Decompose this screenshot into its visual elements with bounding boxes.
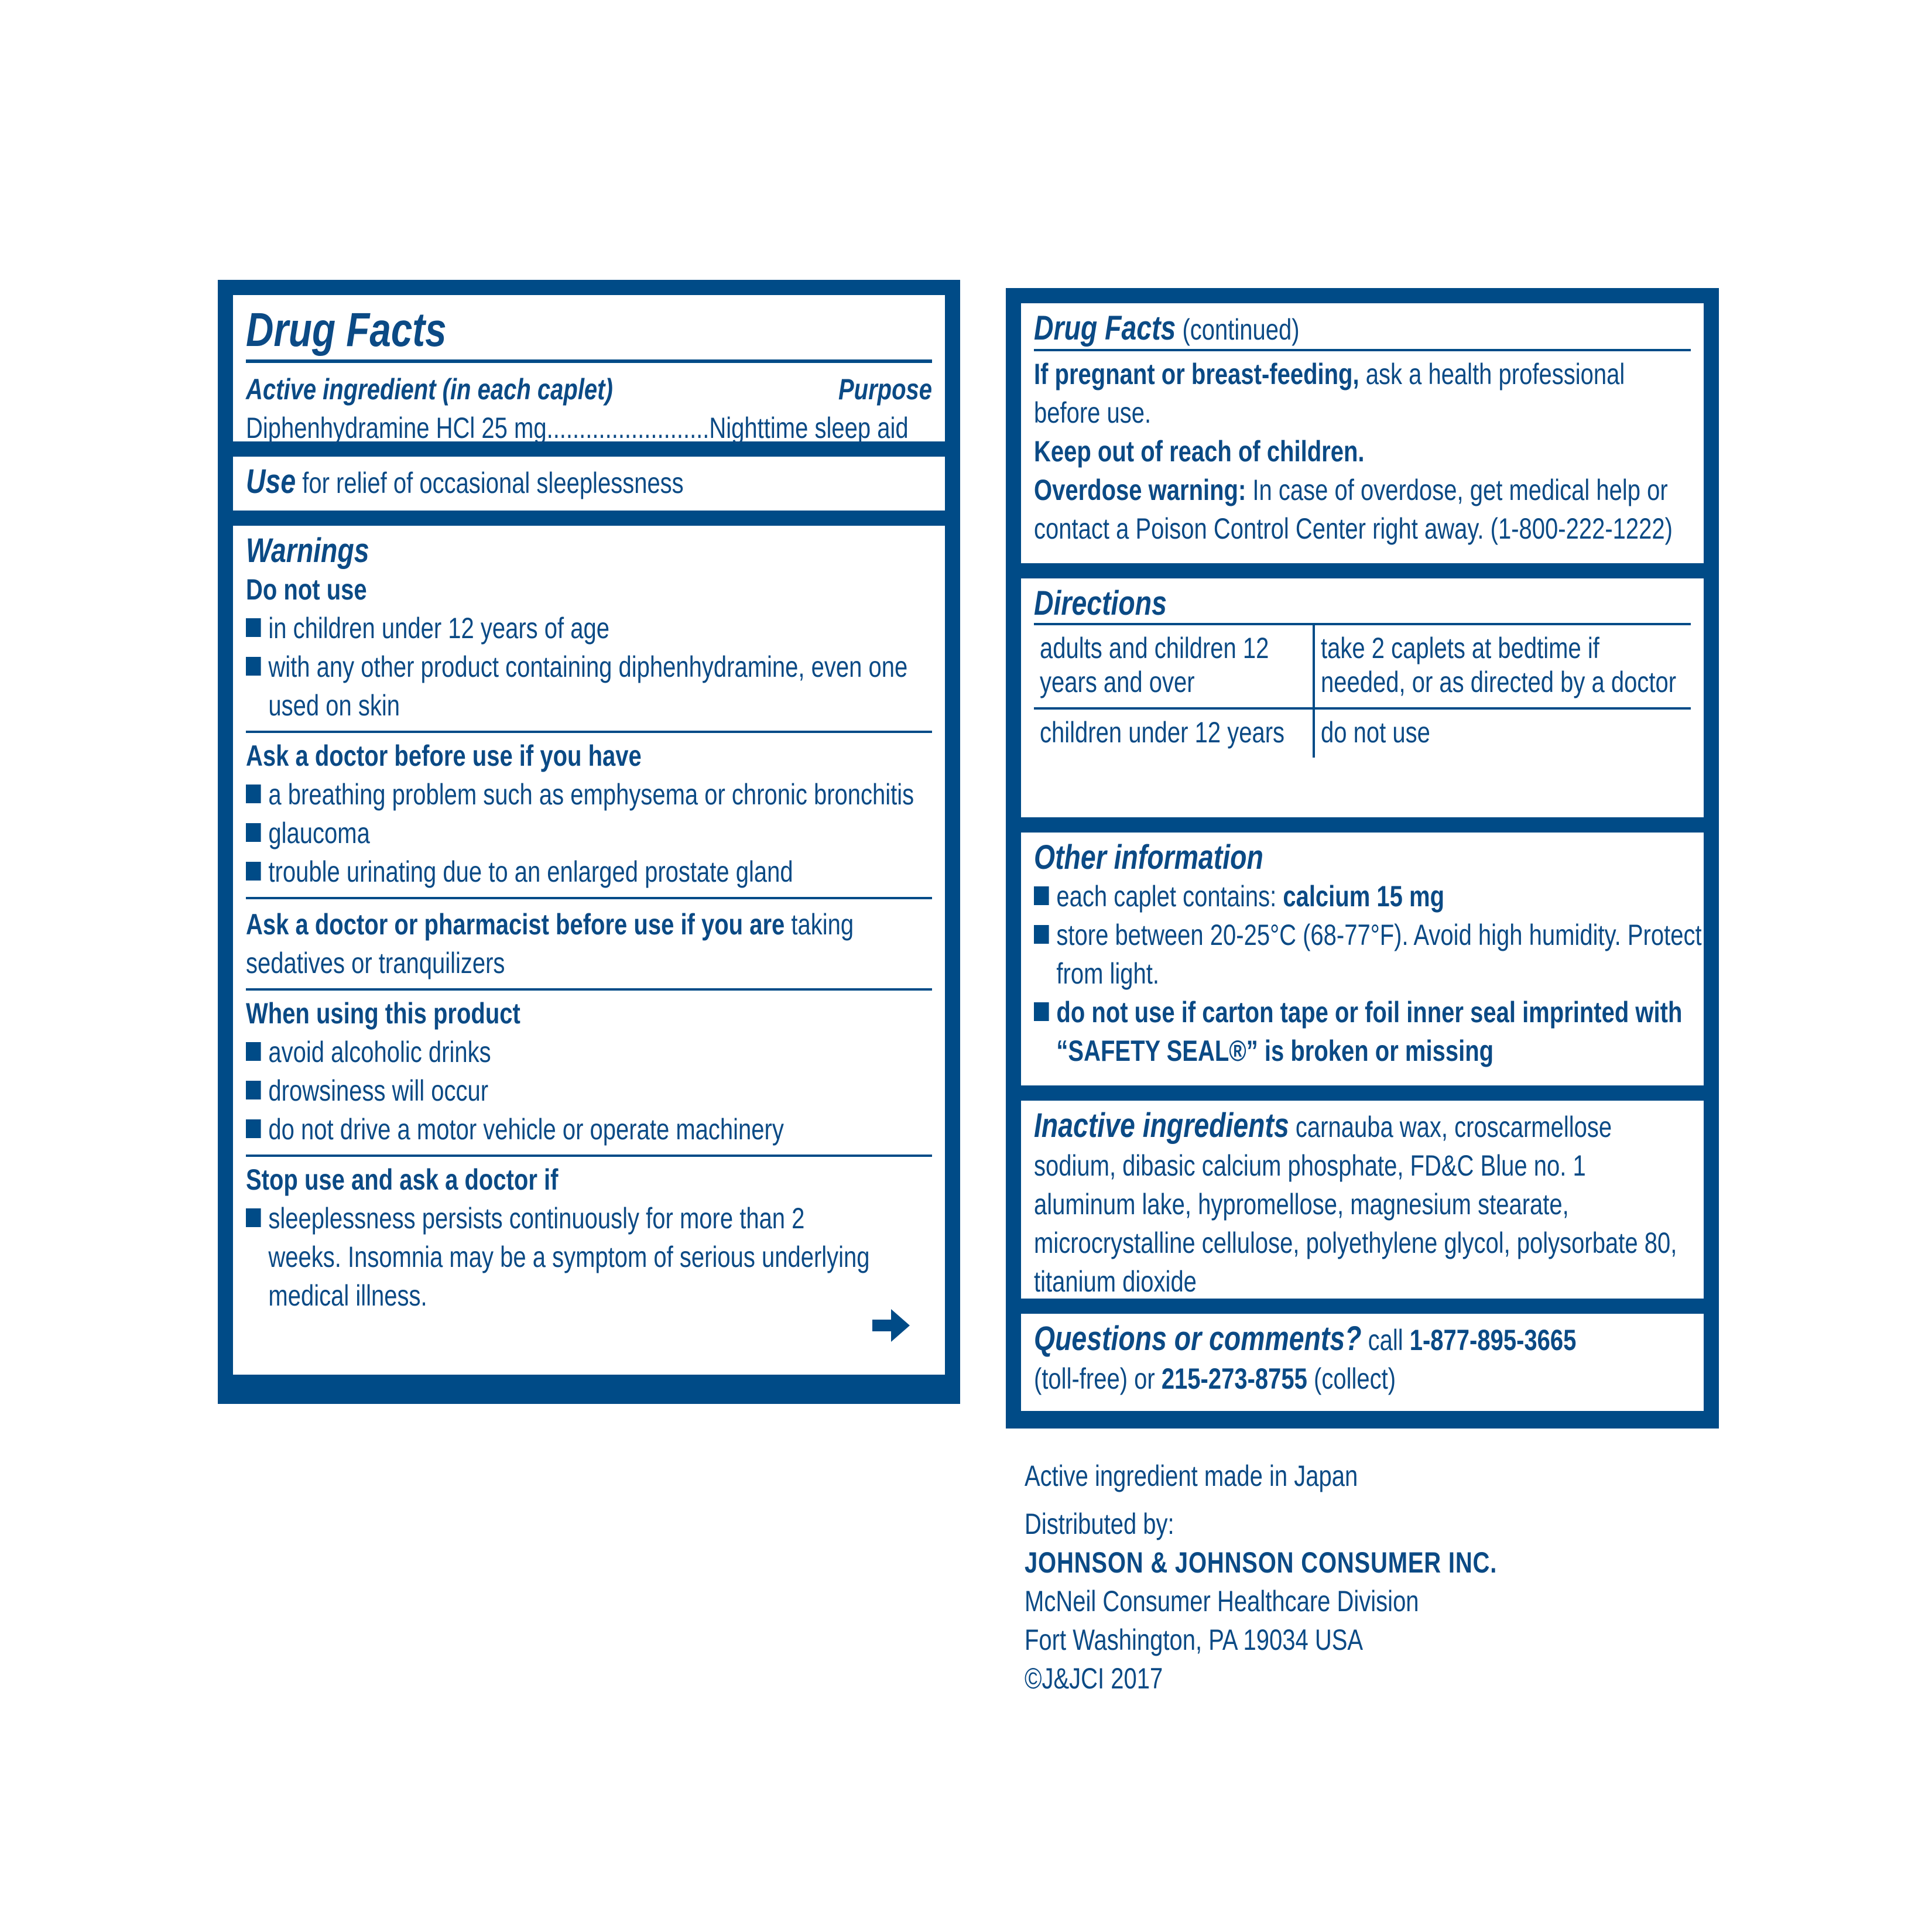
active-ingredient-header-row — [246, 370, 932, 409]
square-bullet-icon — [1034, 1002, 1049, 1021]
divider — [1034, 349, 1691, 351]
square-bullet-icon — [246, 618, 261, 637]
ask-pharmacist-paragraph: Ask a doctor or pharmacist before use if you are taking sedatives or tranquilizers — [246, 908, 854, 979]
list-item: a breathing problem such as emphysema or chronic bronchitis — [246, 775, 954, 814]
warnings-section — [233, 526, 945, 1375]
other-information-section — [1021, 833, 1704, 1085]
do-not-use-title: Do not use — [246, 573, 367, 606]
directions-title: Directions — [1034, 584, 1167, 622]
phone-collect[interactable]: 215-273-8755 — [1161, 1362, 1307, 1395]
ask-doctor-title: Ask a doctor before use if you have — [246, 739, 642, 772]
table-row-who: children under 12 years — [1034, 710, 1315, 758]
use-line — [246, 463, 932, 502]
drug-facts-title: Drug Facts — [1034, 309, 1176, 347]
questions-title: Questions or comments? — [1034, 1320, 1362, 1358]
square-bullet-icon — [246, 862, 261, 881]
copyright-line: ©J&JCI 2017 — [1025, 1662, 1163, 1695]
divider — [246, 731, 932, 733]
drug-facts-panel-left — [218, 280, 960, 1404]
list-item: with any other product containing diphenhydramine, even one used on skin — [246, 648, 954, 725]
purpose-header: Purpose — [838, 373, 932, 406]
when-using-title: When using this product — [246, 997, 520, 1030]
list-item: drowsiness will occur — [246, 1071, 954, 1110]
list-item: avoid alcoholic drinks — [246, 1033, 954, 1071]
table-row-who: adults and children 12 years and over — [1034, 625, 1315, 710]
divider — [246, 988, 932, 991]
table-row-what: do not use — [1321, 716, 1430, 749]
pregnancy-overdose-section — [1021, 303, 1704, 563]
arrow-right-icon — [872, 1309, 910, 1342]
inactive-ingredients-section — [1021, 1101, 1704, 1299]
drug-facts-title: Drug Facts — [246, 303, 447, 357]
division-line: McNeil Consumer Healthcare Division — [1025, 1585, 1419, 1618]
list-item: store between 20-25°C (68-77°F). Avoid high humidity. Protect from light. — [1034, 916, 1713, 993]
list-item: trouble urinating due to an enlarged prostate gland — [246, 852, 954, 891]
square-bullet-icon — [246, 1081, 261, 1099]
divider — [246, 1155, 932, 1157]
questions-section — [1021, 1314, 1704, 1411]
table-row-what: take 2 caplets at bedtime if needed, or as directed by a doctor — [1315, 625, 1691, 710]
list-item: in children under 12 years of age — [246, 609, 954, 648]
square-bullet-icon — [246, 1208, 261, 1227]
warnings-title: Warnings — [246, 532, 369, 570]
directions-table — [1034, 625, 1691, 758]
square-bullet-icon — [246, 657, 261, 676]
address-line: Fort Washington, PA 19034 USA — [1025, 1623, 1364, 1656]
square-bullet-icon — [1034, 886, 1049, 905]
square-bullet-icon — [1034, 925, 1049, 944]
drug-facts-panel-right — [1006, 288, 1719, 1429]
company-name: JOHNSON & JOHNSON CONSUMER INC. — [1025, 1546, 1498, 1579]
active-ingredient-section — [233, 295, 945, 444]
use-text: for relief of occasional sleeplessness — [296, 467, 684, 499]
list-item: sleeplessness persists continuously for more than 2 weeks. Insomnia may be a symptom of serious underlying medical illness. — [246, 1199, 883, 1315]
continued-title-line: Drug Facts (continued) — [1034, 309, 1300, 347]
square-bullet-icon — [246, 823, 261, 842]
inactive-ingredients-paragraph: Inactive ingredients carnauba wax, croscarmellose sodium, dibasic calcium phosphate, FD&C Blue no. 1 aluminum lake, hypromellose, magnesium stearate, microcrystalline cellulose, polyethylene glycol, polysorbate 80, titanium dioxide — [1034, 1107, 1677, 1298]
distributed-by-label: Distributed by: — [1025, 1508, 1174, 1540]
made-in-line: Active ingredient made in Japan — [1025, 1460, 1358, 1492]
square-bullet-icon — [246, 1119, 261, 1138]
other-information-title: Other information — [1034, 838, 1263, 876]
list-item: each caplet contains: calcium 15 mg — [1034, 877, 1713, 916]
square-bullet-icon — [246, 785, 261, 803]
list-item: glaucoma — [246, 814, 954, 852]
list-item: do not drive a motor vehicle or operate machinery — [246, 1110, 954, 1149]
use-section — [233, 457, 945, 511]
use-label: Use — [246, 463, 296, 501]
list-item: do not use if carton tape or foil inner seal imprinted with “SAFETY SEAL®” is broken or missing — [1034, 993, 1713, 1070]
overdose-paragraph: Overdose warning: In case of overdose, get medical help or contact a Poison Control Center right away. (1-800-222-1222) — [1034, 474, 1673, 545]
pregnancy-paragraph: If pregnant or breast-feeding, ask a health professional before use. — [1034, 358, 1625, 429]
square-bullet-icon — [246, 1042, 261, 1061]
questions-paragraph: Questions or comments? call 1-877-895-3665 (toll-free) or 215-273-8755 (collect) — [1034, 1320, 1577, 1395]
distributor-footer — [1025, 1457, 1727, 1698]
divider — [246, 897, 932, 899]
phone-tollfree[interactable]: 1-877-895-3665 — [1409, 1324, 1577, 1356]
active-ingredient-line: Diphenhydramine HCl 25 mg.........................Nighttime sleep aid — [246, 412, 909, 444]
stop-use-title: Stop use and ask a doctor if — [246, 1163, 559, 1196]
active-ingredient-header: Active ingredient (in each caplet) — [246, 373, 613, 406]
divider — [246, 359, 932, 363]
inactive-ingredients-title: Inactive ingredients — [1034, 1107, 1289, 1145]
keep-out-of-reach: Keep out of reach of children. — [1034, 435, 1365, 468]
directions-section — [1021, 578, 1704, 817]
